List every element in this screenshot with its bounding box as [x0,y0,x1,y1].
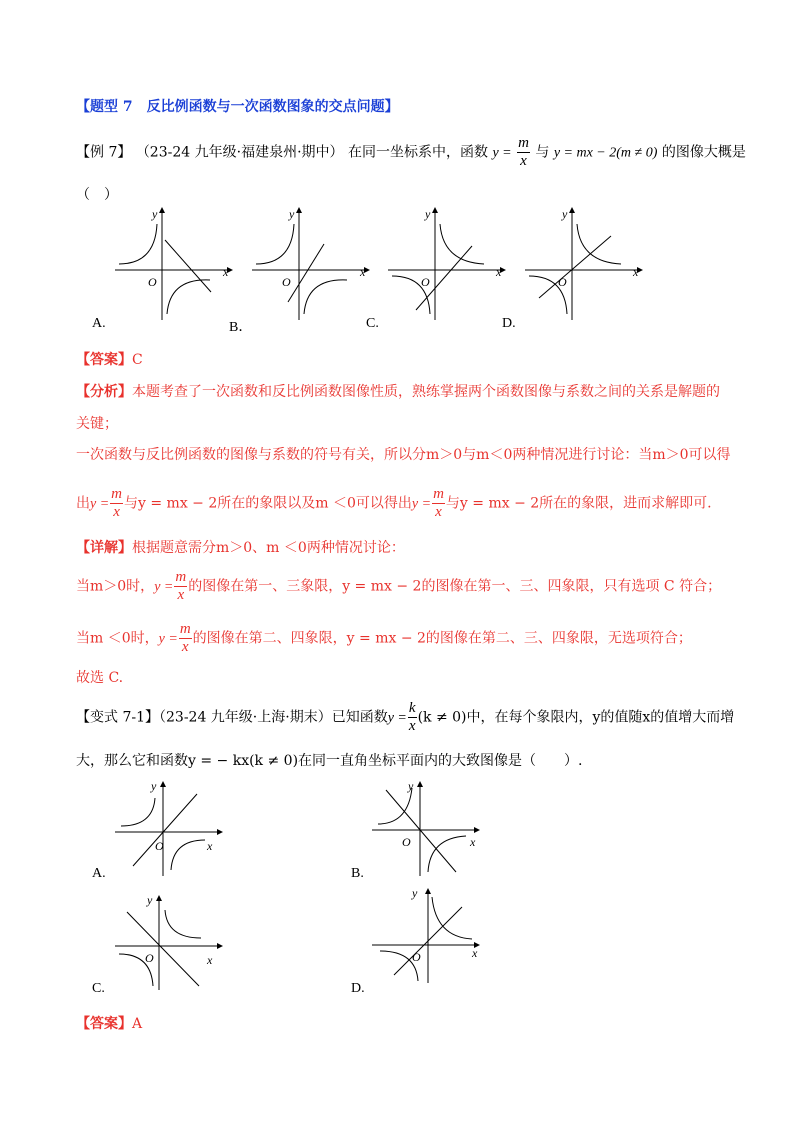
svg-text:x: x [223,265,229,279]
answer-value: C [132,352,143,368]
example-source: （23-24 九年级·福建泉州·期中） [135,144,344,161]
svg-text:y: y [412,886,418,900]
graph-ex-a [115,206,235,321]
answer-label: 【答案】 [76,352,132,368]
y-equals: y = [492,145,512,161]
variant-option-b: B. [351,866,364,881]
option-b: B． [229,320,253,335]
graph-var-d [372,885,482,985]
answer-variant [76,1013,142,1033]
option-a: A. [92,316,106,331]
svg-text:O: O [145,951,154,965]
example-text-c: 的图像大概是 [661,144,746,161]
svg-text:x: x [472,946,478,960]
graph-var-c [115,892,225,992]
graph-var-a [115,778,225,878]
option-c: C. [366,316,379,331]
svg-text:y: y [289,207,295,221]
analysis-label: 【分析】 [76,384,132,400]
graph-ex-c [388,206,508,321]
answer-value: A [132,1016,143,1032]
svg-text:y: y [408,779,414,793]
variant-option-d: D. [351,981,365,996]
linear-expression: y = mx − 2(m ≠ 0) [553,145,658,161]
answer-label: 【答案】 [76,1016,132,1032]
svg-text:x: x [207,839,213,853]
analysis-line-2: 关键； [76,416,118,432]
option-d: D. [502,316,516,331]
analysis-line-3: 一次函数与反比例函数的图像与系数的符号有关，所以分m＞0与m＜0两种情况进行讨论：当m＞0可以得 [76,447,731,463]
variant-label: 【变式 7-1】 [76,709,159,726]
svg-text:O: O [282,275,291,289]
svg-text:x: x [207,953,213,967]
detail-line-3: 当m ＜0时，y = $\frac{m}{x}$ 的图像在第二、四象限，y = mx − 2的图像在第二、三、四象限，无选项符合； [76,621,692,655]
example-text-b: 与 [535,144,550,161]
svg-text:O: O [421,275,430,289]
svg-text:O: O [402,835,411,849]
example-label: 【例 7】 [76,144,132,161]
svg-text:y: y [425,207,431,221]
graph-ex-d [525,206,645,321]
analysis-line-4: 出y = $\frac{m}{x}$ 与y = mx − 2所在的象限以及m ＜0可以得出y = $\frac{m}{x}$ 与y = mx − 2所在的象限，进而求解即可. [76,486,712,520]
variant-option-c: C. [92,981,105,996]
detail-line-2: 当m＞0时，y = $\frac{m}{x}$ 的图像在第一、三象限，y = mx − 2的图像在第一、三、四象限，只有选项 C 符合； [76,569,722,603]
svg-text:O: O [155,839,164,853]
variant-option-a: A. [92,866,106,881]
svg-text:y: y [151,779,157,793]
graph-var-b [372,778,482,878]
answer-7 [76,349,143,369]
variant-question-line-2: 大，那么它和函数y = − kx(k ≠ 0)在同一直角坐标平面内的大致图像是（ ）. [76,753,583,769]
detail-line-1: 【详解】根据题意需分m＞0、m ＜0两种情况讨论： [76,540,405,556]
variant-question-line-1: 【变式 7-1】（23-24 九年级·上海·期末）已知函数y = $\frac{k}{x}$ (k ≠ 0)中，在每个象限内，y的值随x的值增大而增 [76,700,735,734]
graph-ex-b [252,206,372,321]
fraction-m-over-x: $\frac{m}{x}$ [518,135,529,169]
answer-paren: （ ） [76,187,118,203]
svg-text:x: x [470,835,476,849]
example-7-question [76,136,746,169]
svg-text:y: y [562,207,568,221]
svg-text:O: O [148,275,157,289]
svg-text:y: y [152,207,158,221]
example-text-a: 在同一坐标系中，函数 [347,144,488,161]
detail-line-4: 故选 C. [76,670,124,686]
detail-label: 【详解】 [76,540,132,556]
svg-text:O: O [412,950,421,964]
svg-text:O: O [558,275,567,289]
svg-text:x: x [360,265,366,279]
analysis-line-1: 【分析】本题考查了一次函数和反比例函数图像性质，熟练掌握两个函数图像与系数之间的关系是解题的 [76,384,720,400]
section-title: 【题型 7 反比例函数与一次函数图象的交点问题】 [76,99,399,115]
svg-text:x: x [496,265,502,279]
svg-text:x: x [633,265,639,279]
svg-text:y: y [147,893,153,907]
